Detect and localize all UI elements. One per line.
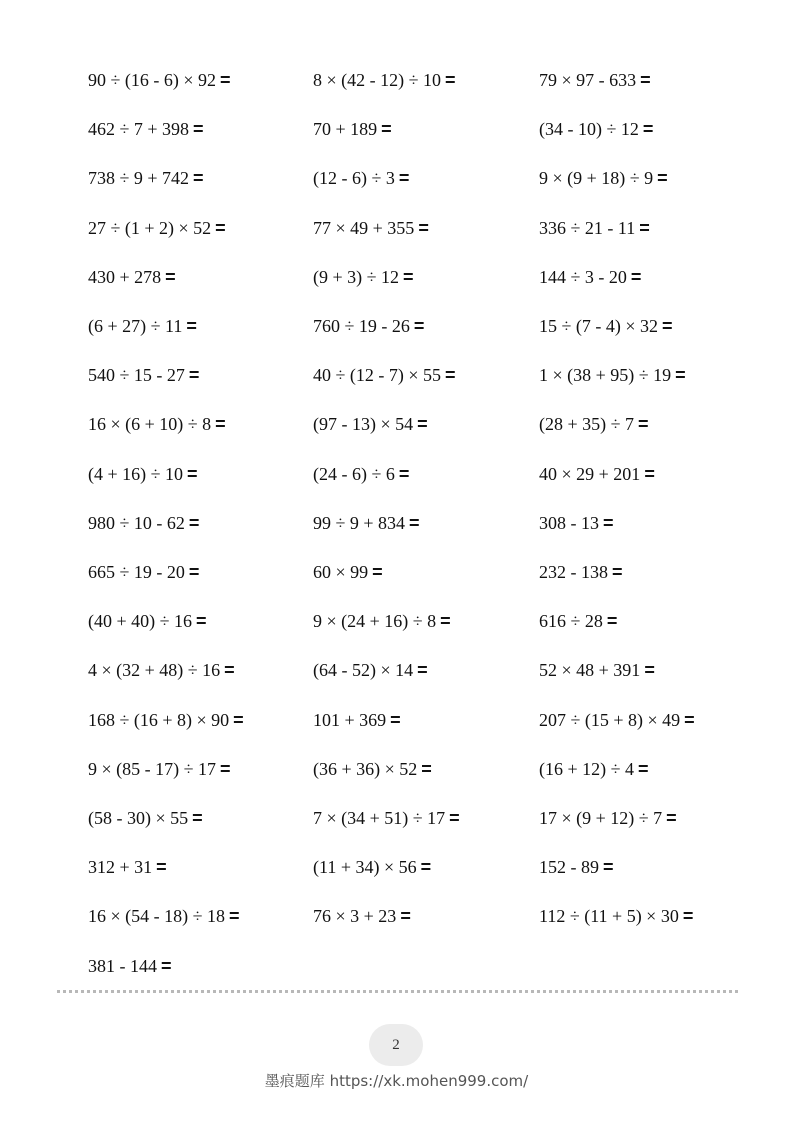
problem-col1-6: [88, 315, 197, 337]
problem-col3-7: [539, 364, 686, 386]
problem-expression: (16 + 12) ÷ 4: [539, 759, 635, 779]
problem-col2-15: [313, 758, 432, 780]
equals-sign: =: [192, 808, 203, 828]
problem-expression: 15 ÷ (7 - 4) × 32: [539, 316, 659, 336]
problem-col1-10: [88, 512, 199, 534]
equals-sign: =: [449, 808, 460, 828]
equals-sign: =: [445, 365, 456, 385]
problem-expression: 27 ÷ (1 + 2) × 52: [88, 218, 212, 238]
equals-sign: =: [642, 119, 654, 139]
problem-col2-5: [313, 266, 414, 288]
equals-sign: =: [409, 513, 420, 533]
problem-expression: (58 - 30) × 55: [88, 808, 189, 828]
problem-col1-9: [88, 463, 198, 485]
problem-expression: (28 + 35) ÷ 7: [539, 414, 635, 434]
problem-col2-14: [313, 709, 401, 731]
problem-col2-1: [313, 69, 456, 91]
problem-col3-5: [539, 266, 641, 288]
problem-col3-15: [539, 758, 649, 780]
equals-sign: =: [233, 710, 244, 730]
problem-col2-13: [313, 659, 428, 681]
problem-col3-4: [539, 217, 650, 239]
problem-col3-8: [539, 413, 649, 435]
equals-sign: =: [215, 218, 226, 238]
problem-expression: (9 + 3) ÷ 12: [313, 267, 400, 287]
equals-sign: =: [440, 611, 451, 631]
problem-col1-18: [88, 905, 240, 927]
problem-col2-17: [313, 856, 431, 878]
problem-expression: (24 - 6) ÷ 6: [313, 464, 395, 484]
problem-expression: (40 + 40) ÷ 16: [88, 611, 193, 631]
equals-sign: =: [666, 808, 677, 828]
problem-expression: 462 ÷ 7 + 398: [88, 119, 190, 139]
equals-sign: =: [644, 660, 655, 680]
equals-sign: =: [398, 168, 410, 188]
problem-expression: 77 × 49 + 355: [313, 218, 415, 238]
equals-sign: =: [188, 365, 200, 385]
problem-col3-10: [539, 512, 614, 534]
problem-expression: 101 + 369: [313, 710, 387, 730]
problem-expression: (36 + 36) × 52: [313, 759, 418, 779]
problem-expression: 207 ÷ (15 + 8) × 49: [539, 710, 681, 730]
equals-sign: =: [445, 70, 456, 90]
equals-sign: =: [187, 464, 198, 484]
problem-expression: 8 × (42 - 12) ÷ 10: [313, 70, 442, 90]
problem-expression: 980 ÷ 10 - 62: [88, 513, 185, 533]
equals-sign: =: [675, 365, 686, 385]
equals-sign: =: [684, 710, 695, 730]
problem-expression: (6 + 27) ÷ 11: [88, 316, 183, 336]
equals-sign: =: [603, 857, 614, 877]
equals-sign: =: [606, 611, 618, 631]
problem-col3-3: [539, 167, 668, 189]
problem-col3-13: [539, 659, 655, 681]
equals-sign: =: [400, 906, 411, 926]
equals-sign: =: [682, 906, 694, 926]
problem-expression: 312 + 31: [88, 857, 153, 877]
problem-col2-3: [313, 167, 409, 189]
equals-sign: =: [193, 168, 204, 188]
problem-expression: 168 ÷ (16 + 8) × 90: [88, 710, 230, 730]
equals-sign: =: [398, 464, 410, 484]
problem-expression: 99 ÷ 9 + 834: [313, 513, 406, 533]
equals-sign: =: [381, 119, 392, 139]
page-number: 2: [392, 1036, 400, 1053]
equals-sign: =: [215, 414, 226, 434]
problem-col3-1: [539, 69, 651, 91]
equals-sign: =: [421, 759, 432, 779]
equals-sign: =: [220, 759, 231, 779]
equals-sign: =: [417, 660, 428, 680]
problem-col3-18: [539, 905, 693, 927]
equals-sign: =: [156, 857, 167, 877]
equals-sign: =: [186, 316, 197, 336]
problem-col1-16: [88, 807, 203, 829]
problem-expression: 9 × (85 - 17) ÷ 17: [88, 759, 217, 779]
equals-sign: =: [403, 267, 414, 287]
problem-expression: 90 ÷ (16 - 6) × 92: [88, 70, 217, 90]
problem-expression: (64 - 52) × 14: [313, 660, 414, 680]
equals-sign: =: [662, 316, 673, 336]
equals-sign: =: [640, 70, 651, 90]
problem-expression: 540 ÷ 15 - 27: [88, 365, 185, 385]
equals-sign: =: [638, 414, 649, 434]
problem-expression: 40 × 29 + 201: [539, 464, 641, 484]
problem-col2-10: [313, 512, 420, 534]
problem-col1-12: [88, 610, 207, 632]
problem-expression: 76 × 3 + 23: [313, 906, 397, 926]
equals-sign: =: [224, 660, 235, 680]
equals-sign: =: [657, 168, 668, 188]
problem-col2-6: [313, 315, 424, 337]
problem-col3-6: [539, 315, 673, 337]
problem-col1-3: [88, 167, 204, 189]
problem-expression: 1 × (38 + 95) ÷ 19: [539, 365, 672, 385]
problem-col1-14: [88, 709, 244, 731]
problem-expression: 152 - 89: [539, 857, 599, 877]
problem-col2-7: [313, 364, 456, 386]
problem-col1-15: [88, 758, 231, 780]
problem-expression: 17 × (9 + 12) ÷ 7: [539, 808, 663, 828]
problem-col3-12: [539, 610, 617, 632]
problem-expression: 79 × 97 - 633: [539, 70, 637, 90]
problem-col2-4: [313, 217, 429, 239]
problem-expression: (97 - 13) × 54: [313, 414, 414, 434]
equals-sign: =: [390, 710, 401, 730]
equals-sign: =: [165, 267, 176, 287]
equals-sign: =: [188, 562, 200, 582]
problem-expression: (12 - 6) ÷ 3: [313, 168, 395, 188]
equals-sign: =: [220, 70, 231, 90]
footer-source: 墨痕题库 https://xk.mohen999.com/: [264, 1072, 529, 1090]
problem-col3-17: [539, 856, 614, 878]
problem-expression: 112 ÷ (11 + 5) × 30: [539, 906, 679, 926]
problem-expression: 616 ÷ 28: [539, 611, 603, 631]
problem-expression: 70 + 189: [313, 119, 378, 139]
equals-sign: =: [603, 513, 614, 533]
problem-expression: 760 ÷ 19 - 26: [313, 316, 410, 336]
problem-expression: 308 - 13: [539, 513, 599, 533]
problem-col2-16: [313, 807, 460, 829]
problem-expression: 40 ÷ (12 - 7) × 55: [313, 365, 442, 385]
equals-sign: =: [193, 119, 204, 139]
problem-expression: 60 × 99: [313, 562, 369, 582]
problem-expression: 665 ÷ 19 - 20: [88, 562, 185, 582]
equals-sign: =: [161, 956, 172, 976]
problem-col1-7: [88, 364, 199, 386]
equals-sign: =: [413, 316, 425, 336]
problem-col1-19: [88, 955, 172, 977]
problem-expression: 52 × 48 + 391: [539, 660, 641, 680]
problem-col2-12: [313, 610, 451, 632]
page-number-badge: [369, 1024, 423, 1066]
equals-sign: =: [196, 611, 207, 631]
equals-sign: =: [638, 759, 649, 779]
problem-col2-8: [313, 413, 428, 435]
problem-col3-9: [539, 463, 655, 485]
equals-sign: =: [188, 513, 200, 533]
problem-expression: 4 × (32 + 48) ÷ 16: [88, 660, 221, 680]
problem-col1-11: [88, 561, 199, 583]
problem-col3-16: [539, 807, 677, 829]
equals-sign: =: [417, 414, 428, 434]
problem-expression: 232 - 138: [539, 562, 608, 582]
equals-sign: =: [229, 906, 240, 926]
problem-col1-17: [88, 856, 167, 878]
problem-col2-2: [313, 118, 392, 140]
dotted-divider: [57, 990, 738, 993]
problem-expression: 9 × (24 + 16) ÷ 8: [313, 611, 437, 631]
problem-expression: 9 × (9 + 18) ÷ 9: [539, 168, 654, 188]
equals-sign: =: [644, 464, 655, 484]
problem-expression: 16 × (6 + 10) ÷ 8: [88, 414, 212, 434]
equals-sign: =: [630, 267, 642, 287]
problem-expression: 144 ÷ 3 - 20: [539, 267, 627, 287]
equals-sign: =: [418, 218, 429, 238]
equals-sign: =: [420, 857, 432, 877]
problem-col2-11: [313, 561, 383, 583]
equals-sign: =: [612, 562, 623, 582]
problem-col1-2: [88, 118, 204, 140]
problem-expression: (4 + 16) ÷ 10: [88, 464, 184, 484]
problem-expression: 7 × (34 + 51) ÷ 17: [313, 808, 446, 828]
problem-col3-14: [539, 709, 695, 731]
problem-expression: (34 - 10) ÷ 12: [539, 119, 639, 139]
problem-col2-9: [313, 463, 409, 485]
problem-expression: 16 × (54 - 18) ÷ 18: [88, 906, 226, 926]
problem-expression: 336 ÷ 21 - 11: [539, 218, 636, 238]
problem-col3-11: [539, 561, 623, 583]
problem-expression: (11 + 34) × 56: [313, 857, 417, 877]
problem-col1-5: [88, 266, 176, 288]
problem-col1-4: [88, 217, 226, 239]
equals-sign: =: [372, 562, 383, 582]
problem-expression: 430 + 278: [88, 267, 162, 287]
problem-expression: 738 ÷ 9 + 742: [88, 168, 190, 188]
problem-col1-8: [88, 413, 226, 435]
problem-col1-1: [88, 69, 231, 91]
problem-col1-13: [88, 659, 235, 681]
problem-expression: 381 - 144: [88, 956, 157, 976]
problem-col3-2: [539, 118, 653, 140]
problem-col2-18: [313, 905, 411, 927]
equals-sign: =: [639, 218, 650, 238]
